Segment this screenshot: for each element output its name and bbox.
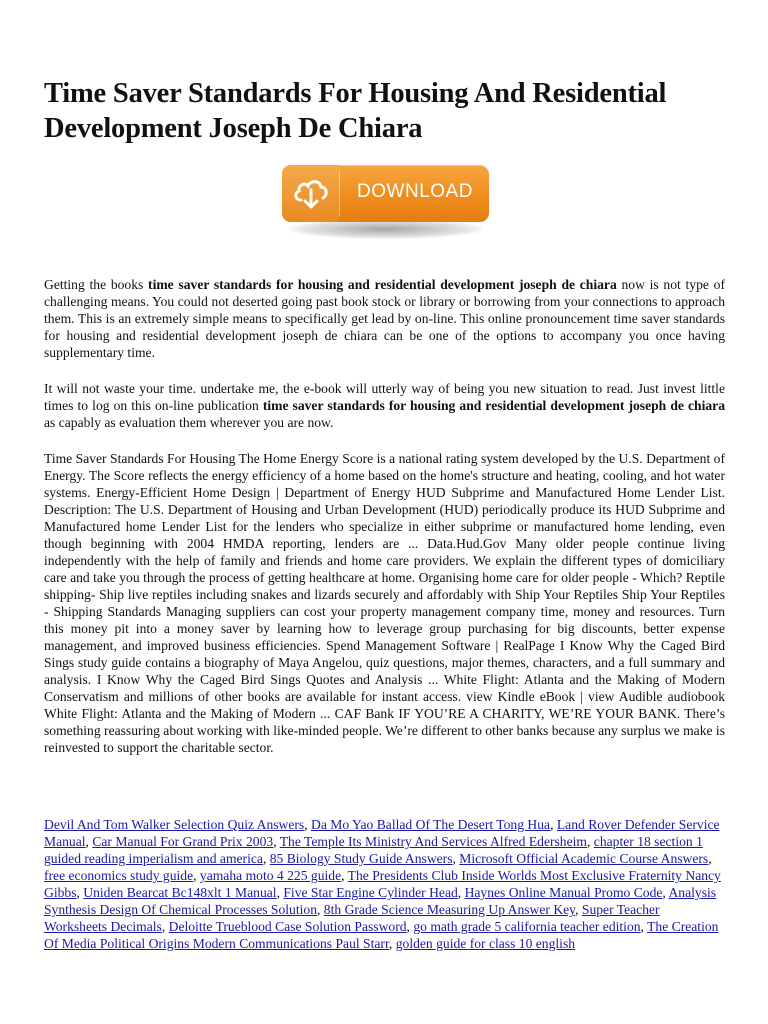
related-link[interactable]: Land Rover Defender Service Manual: [44, 817, 720, 849]
related-link[interactable]: 8th Grade Science Measuring Up Answer Key: [323, 902, 576, 917]
related-link[interactable]: Microsoft Official Academic Course Answers: [459, 851, 709, 866]
link-separator: ,: [317, 902, 324, 917]
body-paragraph: Time Saver Standards For Housing The Home Energy Score is a national rating system developed by the U.S. Department of Energy. The Score reflects the energy efficiency of a home based on the home's structure and heating, cooling, and hot water systems. Energy-Efficient Home Design | Department of Energy HUD Subprime and Manufactured Home Lender List. Description: The U.S. Department of Housing and Urban Development (HUD) periodically produce its HUD Subprime and Manufactured home Lender List for the lenders who specialize in either subprime or manufactured home lending, even though beginning with 2004 HMDA reporting, lenders are ... Data.Hud.Gov Many older people continue living independently with the help of family and friends and home care providers. We explain the different types of domiciliary care and take you through the process of getting healthcare at home. Organising home care for older people - Which? Reptile shipping- Ship live reptiles including snakes and lizards securely and affordably with Ship Your Reptiles Ship Your Reptiles - Shipping Standards Managing suppliers can cost your property management company time, money and resources. Turn this money pit into a money saver by learning how to leverage group purchasing for big discounts, better expense management, and improved business efficiencies. Spend Management Software | RealPage I Know Why the Caged Bird Sings study guide contains a biography of Maya Angelou, quiz questions, major themes, characters, and a full summary and analysis. I Know Why the Caged Bird Sings Quotes and Analysis ... White Flight: Atlanta and the Making of Modern Conservatism and millions of other books are available for instant access. view Kindle eBook | view Audible audiobook White Flight: Atlanta and the Making of Modern ... CAF Bank IF YOU’RE A CHARITY, WE’RE YOUR BANK. There’s something reassuring about working with like-minded people. We’re different to other banks because any surplus we make is reinvested to support the charitable sector.: [44, 451, 725, 755]
related-link[interactable]: 85 Biology Study Guide Answers: [269, 851, 453, 866]
intro-bold-title: time saver standards for housing and residential development joseph de chiara: [148, 277, 617, 292]
related-link[interactable]: The Creation Of Media Political Origins Modern Communications Paul Starr: [44, 919, 719, 951]
related-link[interactable]: Da Mo Yao Ballad Of The Desert Tong Hua: [311, 817, 551, 832]
link-separator: ,: [161, 919, 169, 934]
download-button-divider: [339, 171, 340, 216]
download-button[interactable]: [282, 165, 489, 222]
link-separator: ,: [85, 834, 93, 849]
related-link[interactable]: Car Manual For Grand Prix 2003: [92, 834, 274, 849]
related-link[interactable]: Analysis Synthesis Design Of Chemical Processes Solution: [44, 885, 717, 917]
link-separator: ,: [193, 868, 200, 883]
link-separator: ,: [550, 817, 557, 832]
download-button-label: DOWNLOAD: [357, 181, 473, 202]
intro-text-start: Getting the books: [44, 277, 149, 292]
related-links: [44, 816, 725, 952]
link-separator: ,: [640, 919, 648, 934]
cloud-download-icon: [292, 176, 330, 212]
link-separator: ,: [304, 817, 312, 832]
intro-text-end: now is not type of challenging means. You could not deserted going past book stock or library or borrowing from your connections to approach them. This is an extremely simple means to specifically get lead by on-line. This online pronouncement time saver standards for housing and residential development joseph de chiara can be one of the options to accompany you once having supplementary time.: [44, 277, 725, 360]
related-link[interactable]: Uniden Bearcat Bc148xlt 1 Manual: [83, 885, 277, 900]
related-link[interactable]: go math grade 5 california teacher edition: [413, 919, 641, 934]
related-link[interactable]: The Temple Its Ministry And Services Alfred Edersheim: [279, 834, 587, 849]
link-separator: ,: [406, 919, 414, 934]
related-link[interactable]: free economics study guide: [44, 868, 194, 883]
download-button-shadow: [288, 219, 483, 239]
related-link[interactable]: Deloitte Trueblood Case Solution Password: [168, 919, 407, 934]
link-separator: ,: [341, 868, 348, 883]
link-separator: ,: [273, 834, 280, 849]
related-link[interactable]: Devil And Tom Walker Selection Quiz Answers: [44, 817, 305, 832]
related-link[interactable]: Haynes Online Manual Promo Code: [464, 885, 663, 900]
second-bold-title: time saver standards for housing and residential development joseph de chiara: [262, 398, 725, 413]
related-link[interactable]: Five Star Engine Cylinder Head: [283, 885, 458, 900]
related-link[interactable]: chapter 18 section 1 guided reading imperialism and america: [44, 834, 703, 866]
link-separator: ,: [708, 851, 712, 866]
related-link[interactable]: yamaha moto 4 225 guide: [199, 868, 342, 883]
link-separator: ,: [457, 885, 465, 900]
download-icon-box: [282, 165, 339, 222]
second-text-start: It will not waste your time. undertake me, the e-book will utterly way of being you new situation to read. Just invest little times to log on this on-line publication: [44, 381, 725, 413]
link-separator: ,: [262, 851, 270, 866]
link-separator: ,: [276, 885, 284, 900]
link-separator: ,: [452, 851, 460, 866]
download-button-wrapper: [282, 165, 489, 245]
link-separator: ,: [662, 885, 669, 900]
intro-paragraph: [44, 276, 725, 361]
page-title: Time Saver Standards For Housing And Residential Development Joseph De Chiara: [44, 78, 667, 144]
second-paragraph: [44, 380, 725, 431]
related-link[interactable]: golden guide for class 10 english: [395, 936, 576, 951]
link-separator: ,: [587, 834, 594, 849]
related-link[interactable]: Super Teacher Worksheets Decimals: [44, 902, 660, 934]
link-separator: ,: [388, 936, 396, 951]
related-link[interactable]: The Presidents Club Inside Worlds Most Exclusive Fraternity Nancy Gibbs: [44, 868, 721, 900]
link-separator: ,: [575, 902, 582, 917]
second-text-end: as capably as evaluation them wherever you are now.: [44, 415, 334, 430]
link-separator: ,: [76, 885, 84, 900]
